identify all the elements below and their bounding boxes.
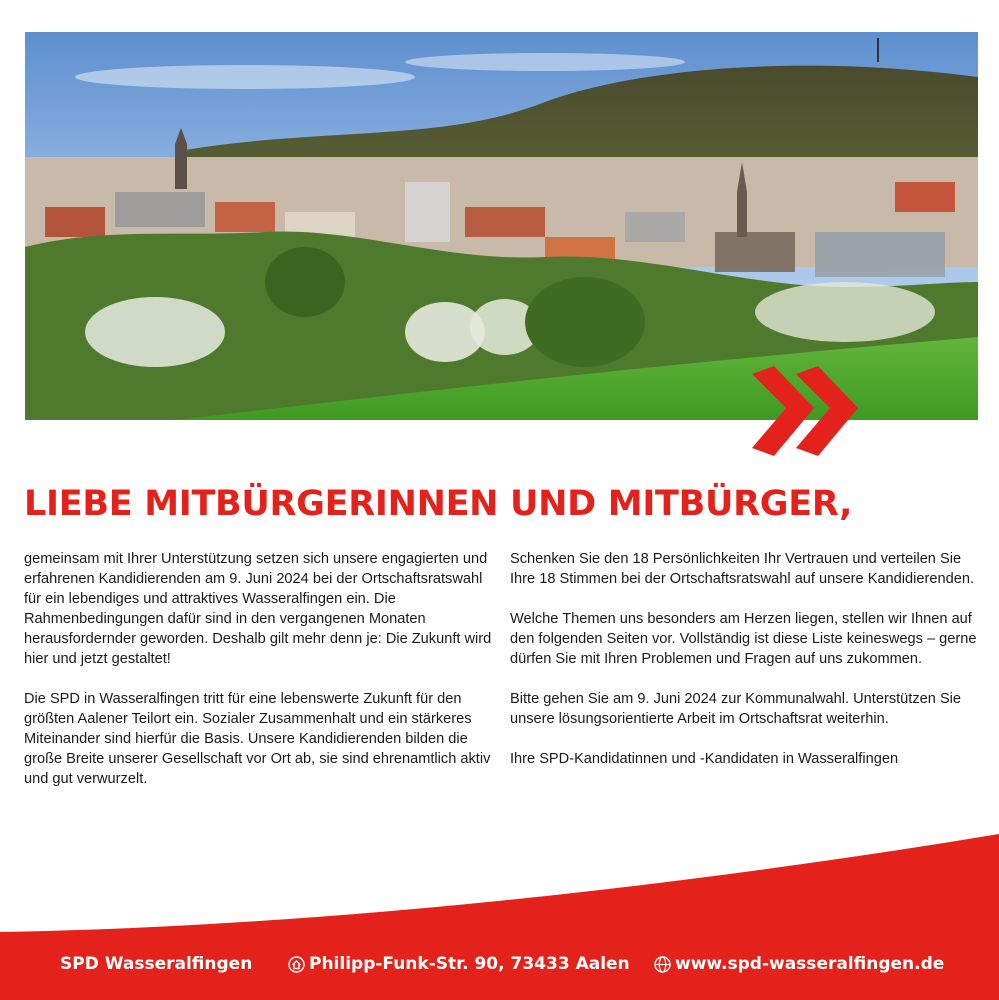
footer-address-text: Philipp-Funk-Str. 90, 73433 Aalen	[309, 954, 630, 974]
body-text-right-column	[510, 549, 980, 789]
hero-photo-town-landscape	[25, 32, 978, 420]
footer	[0, 950, 999, 982]
paragraph: Bitte gehen Sie am 9. Juni 2024 zur Kommunalwahl. Unterstützen Sie unsere lösungsorientierte Arbeit im Ortschaftsrat weiterhin.	[510, 691, 962, 727]
paragraph: Welche Themen uns besonders am Herzen liegen, stellen wir Ihnen auf den folgenden Seiten vor. Vollständig ist diese Liste keineswegs – gerne dürfen Sie mit Ihren Problemen und Fragen auf uns zukommen.	[510, 611, 977, 667]
paragraph: gemeinsam mit Ihrer Unterstützung setzen sich unsere engagierten und erfahrenen Kandidierenden am 9. Juni 2024 bei der Ortschaftsratswahl für ein lebendiges und attraktives Wasseralfingen ein. Die Rahmenbedingungen dafür sind in den vergangenen Monaten herausfordernder geworden. Deshalb gilt mehr denn je: Die Zukunft wird hier und jetzt gestaltet!	[24, 551, 492, 667]
body-text-left-column	[24, 549, 494, 809]
globe-icon	[654, 956, 671, 973]
signature-line: Ihre SPD-Kandidatinnen und -Kandidaten in Wasseralfingen	[510, 751, 899, 767]
paragraph: Schenken Sie den 18 Persönlichkeiten Ihr Vertrauen und verteilen Sie Ihre 18 Stimmen bei der Ortschaftsratswahl auf unsere Kandidierenden.	[510, 551, 975, 587]
home-icon	[288, 956, 305, 973]
headline: LIEBE MITBÜRGERINNEN UND MITBÜRGER,	[24, 484, 853, 524]
double-chevron-right-icon	[752, 364, 862, 462]
footer-address	[288, 954, 630, 974]
footer-website-link[interactable]: www.spd-wasseralfingen.de	[675, 954, 945, 974]
footer-website[interactable]	[654, 954, 944, 974]
paragraph: Die SPD in Wasseralfingen tritt für eine lebenswerte Zukunft für den größten Aalener Teilort ein. Sozialer Zusammenhalt und ein stärkeres Miteinander sind hierfür die Basis. Unsere Kandidierenden bilden die große Breite unserer Gesellschaft vor Ort ab, sie sind ehrenamtlich aktiv und gut verwurzelt.	[24, 691, 491, 787]
footer-organization: SPD Wasseralfingen	[60, 954, 253, 974]
